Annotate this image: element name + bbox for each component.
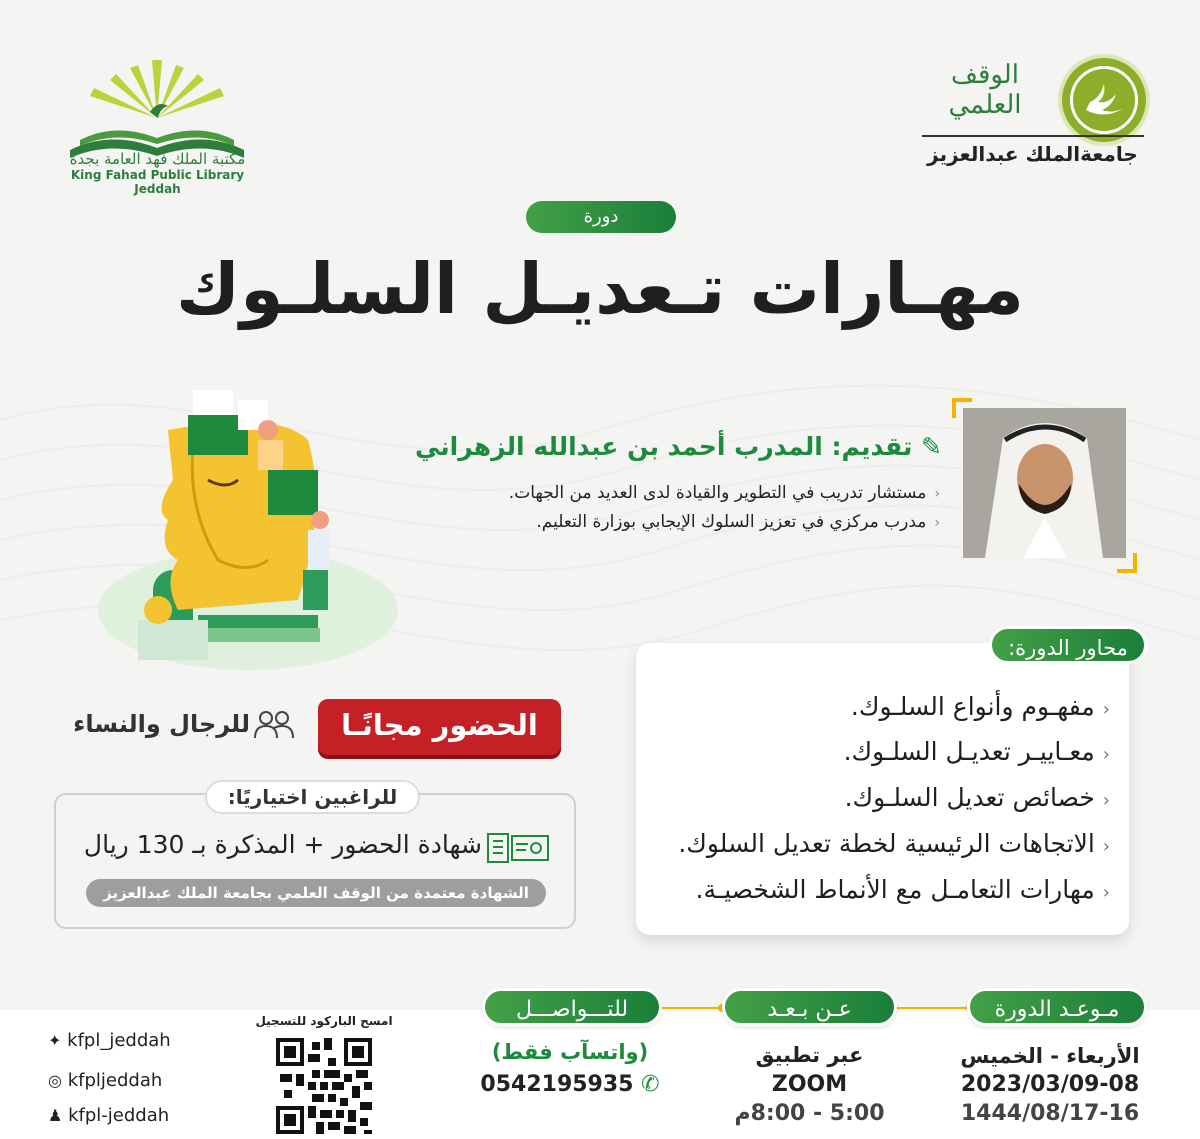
audience-label: للرجال والنساء [73,710,250,738]
contact-note: (واتسآب فقط) [491,1040,649,1064]
snapchat-handle[interactable]: ♟ kfpl-jeddah [48,1105,170,1126]
certificate-note: الشهادة معتمدة من الوقف العلمي بجامعة الملك عبدالعزيز [86,879,546,907]
axis-item: ‹خصائص تعديل السلـوك. [844,783,1110,812]
online-via: عبر تطبيق [755,1043,864,1067]
people-icon [252,708,296,740]
axis-item: ‹مفهـوم وأنواع السلـوك. [850,692,1110,721]
library-name-en: King Fahad Public Library Jeddah [70,168,245,196]
presenter-name: ✎ تقديم: المدرب أحمد بن عبدالله الزهراني [414,432,942,461]
schedule-date-gregorian: 2023/03/09-08 [960,1072,1140,1097]
schedule-date-hijri: 1444/08/17-16 [960,1101,1140,1126]
waqf-name: الوقف العلمي [948,60,1022,120]
axis-item: ‹مهارات التعامـل مع الأنماط الشخصيـة. [695,875,1110,904]
chevron-icon: ‹ [1102,699,1110,720]
free-attendance-badge: الحضور مجانًـا [318,699,561,755]
contact-phone[interactable]: 0542195935 ✆ [480,1072,660,1097]
axis-item: ‹الاتجاهات الرئيسية لخطة تعديل السلوك. [678,829,1110,858]
course-label: دورة [526,201,676,233]
instagram-handle[interactable]: ◎ kfpljeddah [48,1070,163,1091]
trainer-bullet: ‹مدرب مركزي في تعزيز السلوك الإيجابي بوزارة التعليم. [536,512,940,532]
library-name-ar: مكتبة الملك فهد العامة بجدة [69,150,246,168]
schedule-days: الأربعاء - الخميس [960,1044,1140,1068]
axis-item: ‹معـاييـر تعديـل السلـوك. [843,737,1110,766]
logo-divider [922,135,1144,137]
course-axes-label: محاور الدورة: [989,626,1147,664]
course-title: مهـارات تـعديـل السلـوك [175,248,1025,330]
chevron-icon: ‹ [1102,744,1110,765]
waqf-emblem-icon [1082,80,1128,120]
online-app: ZOOM [771,1072,848,1097]
contact-label: للتـــواصـــل [482,988,662,1026]
online-time: 5:00 - 8:00م [734,1101,885,1126]
schedule-label: مـوعـد الدورة [967,988,1147,1026]
snapchat-icon: ♟ [48,1106,63,1125]
chevron-icon: ‹ [1102,790,1110,811]
instagram-icon: ◎ [48,1071,62,1090]
certificate-price: شهادة الحضور + المذكرة بـ 130 ريال [83,830,482,859]
qr-label: امسح الباركود للتسجيل [255,1014,393,1028]
pen-icon: ✎ [912,432,942,461]
optional-label: للراغبين اختياريًا: [205,780,420,814]
chevron-icon: ‹ [1102,882,1110,903]
online-label: عـن بـعـد [722,988,897,1026]
chevron-icon: ‹ [934,515,940,531]
twitter-handle[interactable]: ✦ kfpl_jeddah [48,1030,171,1051]
whatsapp-icon: ✆ [633,1072,660,1097]
certificate-icon [486,832,550,864]
chevron-icon: ‹ [934,486,940,502]
trainer-photo [963,408,1126,558]
chevron-icon: ‹ [1102,836,1110,857]
university-name: جامعةالملك عبدالعزيز [927,142,1138,166]
registration-qr-code[interactable] [276,1038,372,1134]
trainer-bullet: ‹مستشار تدريب في التطوير والقيادة لدى العديد من الجهات. [508,483,940,503]
twitter-icon: ✦ [48,1031,62,1050]
